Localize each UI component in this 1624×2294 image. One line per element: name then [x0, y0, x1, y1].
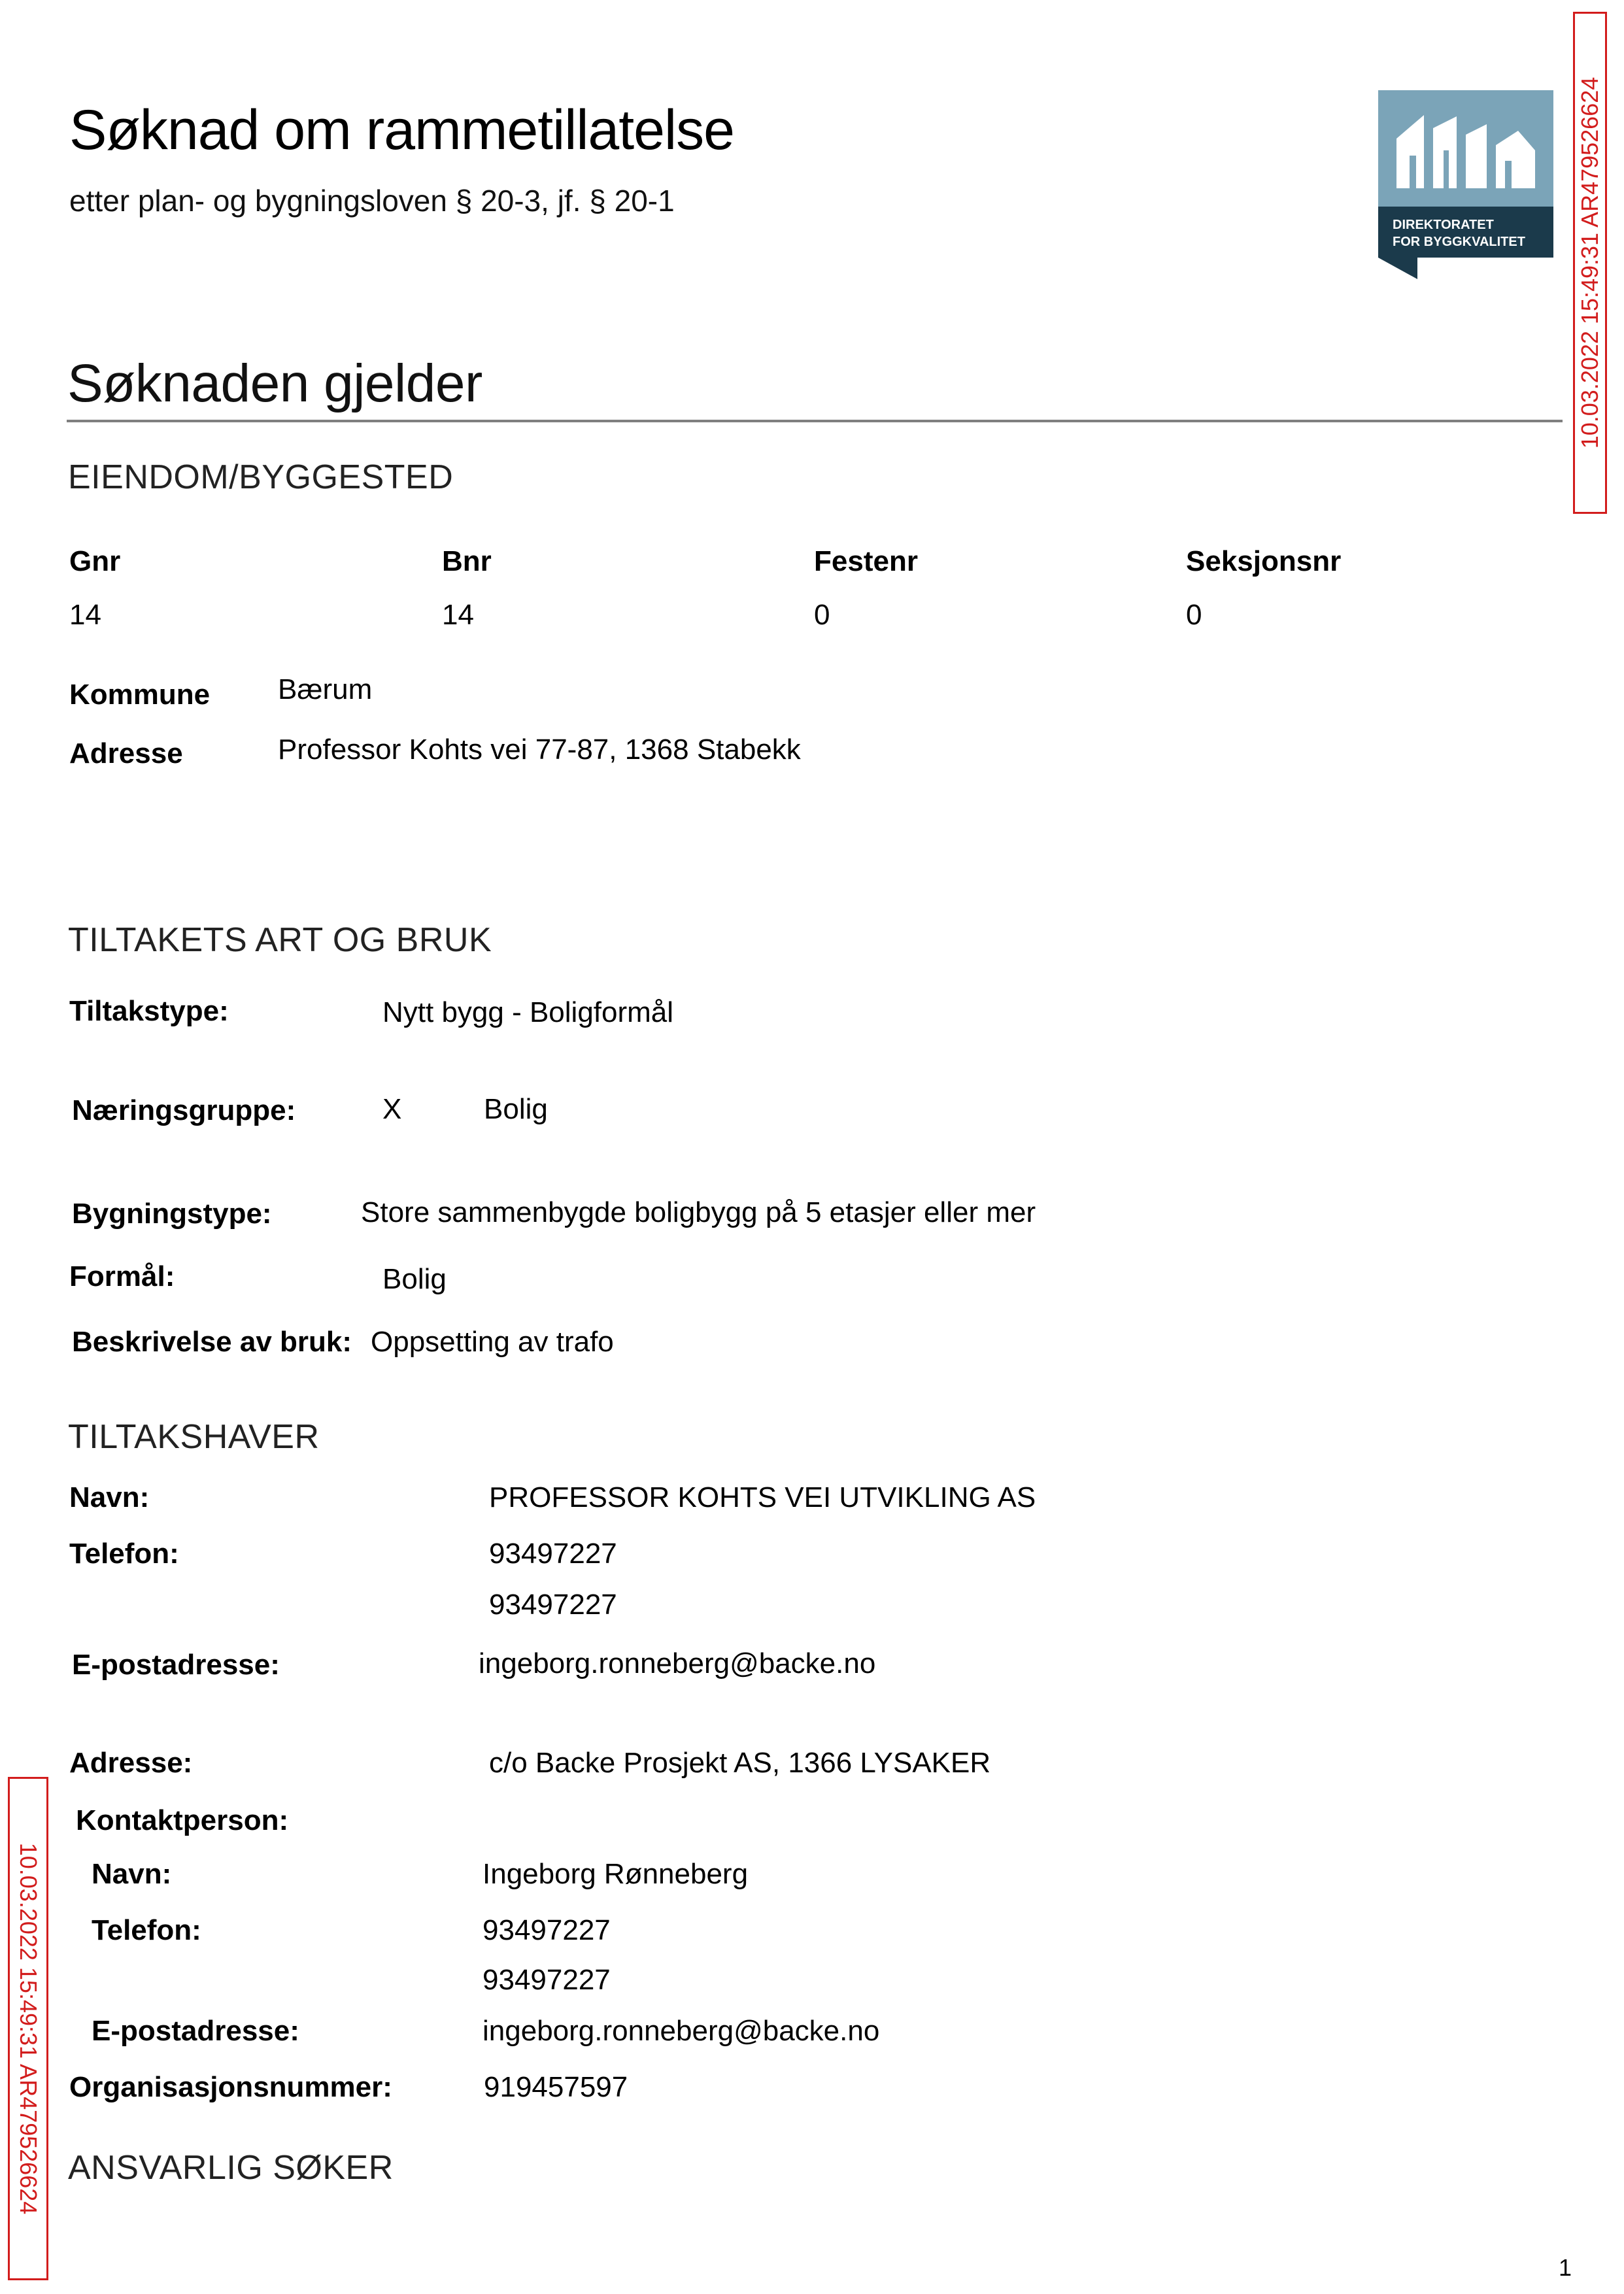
telefon-value-1: 93497227: [489, 1538, 617, 1570]
tiltakstype-value: Nytt bygg - Boligformål: [382, 996, 674, 1028]
naeringsgruppe-value: Bolig: [484, 1093, 548, 1125]
logo-text-line1: DIREKTORATET: [1393, 218, 1494, 232]
kommune-label: Kommune: [69, 679, 211, 711]
beskrivelse-value: Oppsetting av trafo: [371, 1326, 614, 1358]
orgnr-label: Organisasjonsnummer:: [69, 2071, 392, 2103]
bygningstype-value: Store sammenbygde boligbygg på 5 etasjer eller mer: [361, 1196, 1036, 1228]
kontakt-navn-label: Navn:: [92, 1858, 172, 1890]
kontakt-navn-value: Ingeborg Rønneberg: [482, 1858, 749, 1890]
page-number: 1: [1559, 2254, 1572, 2281]
date-stamp-left: [8, 1777, 48, 2280]
document-subtitle: etter plan- og bygningsloven § 20-3, jf. § 20-1: [69, 184, 675, 218]
festenr-label: Festenr: [814, 545, 918, 577]
gnr-label: Gnr: [69, 545, 121, 577]
section-title-tiltak: TILTAKETS ART OG BRUK: [68, 921, 492, 959]
seksjonsnr-value: 0: [1186, 599, 1202, 631]
festenr-value: 0: [814, 599, 830, 631]
section-title-ansvarlig: ANSVARLIG SØKER: [68, 2149, 394, 2187]
tiltakshaver-adresse-label: Adresse:: [69, 1747, 193, 1779]
adresse-value: Professor Kohts vei 77-87, 1368 Stabekk: [278, 734, 801, 766]
tiltakstype-label: Tiltakstype:: [69, 995, 229, 1027]
epost-label: E-postadresse:: [72, 1649, 280, 1681]
kontakt-telefon-value-2: 93497227: [482, 1964, 611, 1996]
dibk-logo-icon: [1378, 90, 1553, 279]
logo-text-line2: FOR BYGGKVALITET: [1393, 235, 1525, 249]
bnr-value: 14: [442, 599, 474, 631]
kontakt-telefon-label: Telefon:: [92, 1914, 201, 1946]
naeringsgruppe-label: Næringsgruppe:: [72, 1094, 296, 1126]
section-heading: Søknaden gjelder: [67, 354, 482, 413]
kontakt-epost-value: ingeborg.ronneberg@backe.no: [482, 2015, 880, 2047]
navn-value: PROFESSOR KOHTS VEI UTVIKLING AS: [489, 1481, 1036, 1513]
kontaktperson-label: Kontaktperson:: [76, 1804, 289, 1836]
kommune-value: Bærum: [278, 673, 373, 705]
naeringsgruppe-code: X: [382, 1093, 402, 1125]
tiltakshaver-adresse-value: c/o Backe Prosjekt AS, 1366 LYSAKER: [489, 1747, 991, 1779]
epost-value: ingeborg.ronneberg@backe.no: [479, 1647, 876, 1679]
formal-label: Formål:: [69, 1260, 175, 1292]
formal-value: Bolig: [382, 1263, 447, 1295]
date-stamp-right: [1573, 12, 1607, 514]
bnr-label: Bnr: [442, 545, 492, 577]
adresse-label: Adresse: [69, 737, 183, 769]
section-title-eiendom: EIENDOM/BYGGESTED: [68, 458, 454, 496]
kontakt-epost-label: E-postadresse:: [92, 2015, 299, 2047]
heading-divider: [67, 420, 1563, 422]
navn-label: Navn:: [69, 1481, 150, 1513]
telefon-label: Telefon:: [69, 1538, 179, 1570]
section-title-tiltakshaver: TILTAKSHAVER: [68, 1418, 320, 1456]
stamp-text: 10.03.2022 15:49:31 AR479526624: [15, 1842, 42, 2215]
dibk-logo: [1378, 90, 1553, 279]
document-title: Søknad om rammetillatelse: [69, 99, 734, 161]
telefon-value-2: 93497227: [489, 1589, 617, 1621]
gnr-value: 14: [69, 599, 101, 631]
seksjonsnr-label: Seksjonsnr: [1186, 545, 1342, 577]
orgnr-value: 919457597: [484, 2071, 628, 2103]
bygningstype-label: Bygningstype:: [72, 1198, 272, 1230]
kontakt-telefon-value-1: 93497227: [482, 1914, 611, 1946]
stamp-text: 10.03.2022 15:49:31 AR479526624: [1576, 76, 1603, 449]
beskrivelse-label: Beskrivelse av bruk:: [72, 1326, 352, 1358]
